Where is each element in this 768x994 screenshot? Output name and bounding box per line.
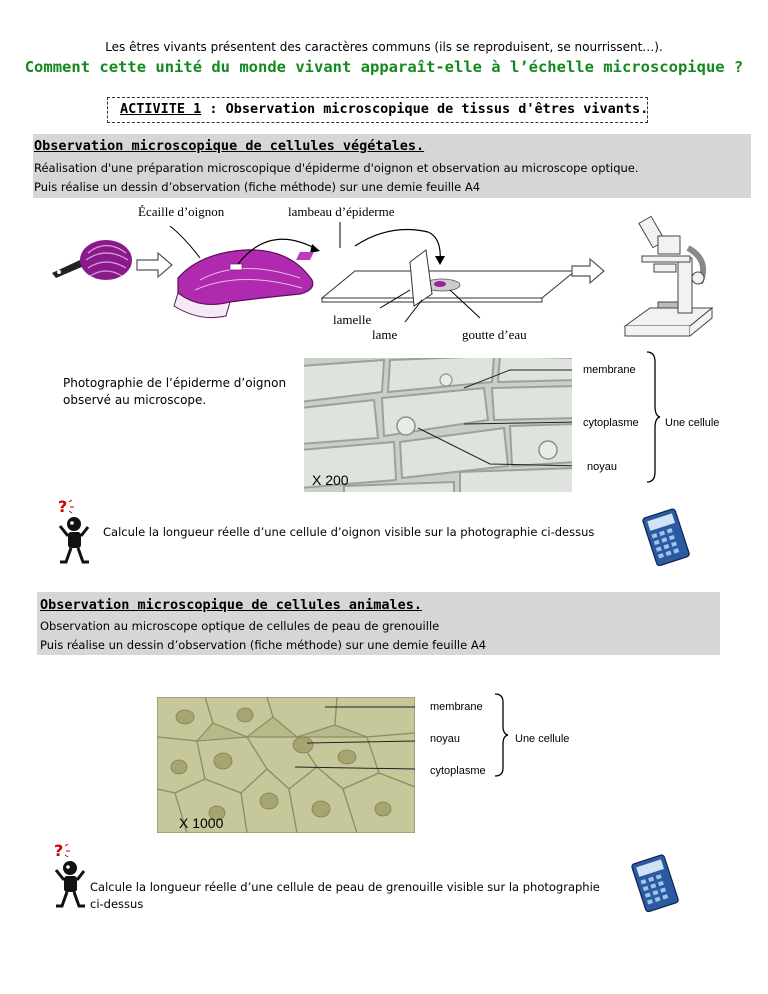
section1-line1: Réalisation d'une préparation microscopique d'épiderme d'oignon et observation au microscope optique. <box>34 161 639 175</box>
brace-icon <box>493 692 509 778</box>
label-cellule-onion: Une cellule <box>665 417 720 429</box>
section1-line2: Puis réalise un dessin d’observation (fiche méthode) sur une demie feuille A4 <box>34 180 481 194</box>
section2-title: Observation microscopique de cellules animales. <box>40 597 423 613</box>
label-lame: lame <box>372 327 398 342</box>
label-lambeau: lambeau d’épiderme <box>288 204 395 219</box>
label-cytoplasme-frog: cytoplasme <box>430 765 486 777</box>
label-cellule-frog: Une cellule <box>515 733 570 745</box>
label-membrane-onion: membrane <box>583 364 636 376</box>
task-frog <box>90 879 600 913</box>
label-ecaille: Écaille d’oignon <box>138 204 225 219</box>
task-frog-line2: ci-dessus <box>90 897 144 911</box>
thinking-figure-icon <box>52 840 92 912</box>
svg-text:?: ? <box>58 497 68 516</box>
svg-text:?: ? <box>54 841 64 860</box>
arrow-icon <box>137 253 172 277</box>
label-lamelle: lamelle <box>333 312 372 327</box>
frog-skin-photo <box>157 697 415 833</box>
microscope-icon <box>625 216 712 336</box>
label-noyau-onion: noyau <box>587 461 617 473</box>
main-question: Comment cette unité du monde vivant apparaît-elle à l’échelle microscopique ? <box>24 58 744 76</box>
photo-caption-line1: Photographie de l’épiderme d’oignon <box>63 376 287 390</box>
onion-icon <box>80 240 132 280</box>
label-noyau-frog: noyau <box>430 733 460 745</box>
calculator-icon <box>626 854 686 912</box>
activity-title: : Observation microscopique de tissus d'êtres vivants. <box>201 101 649 117</box>
magnification-frog: X 1000 <box>179 815 224 831</box>
magnification-onion: X 200 <box>312 472 349 488</box>
arrow-icon <box>572 259 604 283</box>
activity-heading <box>120 101 648 117</box>
intro-text: Les êtres vivants présentent des caractères communs (ils se reproduisent, se nourrissent…). <box>105 40 663 54</box>
label-cytoplasme-onion: cytoplasme <box>583 417 639 429</box>
section1-title: Observation microscopique de cellules végétales. <box>34 138 425 154</box>
brace-icon <box>645 350 661 485</box>
task-frog-line1: Calcule la longueur réelle d’une cellule de peau de grenouille visible sur la photographie <box>90 880 600 894</box>
knife-icon <box>52 260 84 278</box>
label-goutte: goutte d’eau <box>462 327 527 342</box>
task-onion: Calcule la longueur réelle d’une cellule d’oignon visible sur la photographie ci-dessus <box>103 525 595 539</box>
activity-label: ACTIVITE 1 <box>120 101 202 117</box>
photo-caption <box>63 375 286 409</box>
thinking-figure-icon <box>56 496 96 568</box>
calculator-icon <box>637 508 697 566</box>
label-membrane-frog: membrane <box>430 701 483 713</box>
onion-scale-icon <box>174 250 313 318</box>
section2-line1: Observation au microscope optique de cellules de peau de grenouille <box>40 619 440 633</box>
photo-caption-line2: observé au microscope. <box>63 393 207 407</box>
epidermis-piece <box>296 252 314 260</box>
section2-line2: Puis réalise un dessin d’observation (fiche méthode) sur une demie feuille A4 <box>40 638 487 652</box>
